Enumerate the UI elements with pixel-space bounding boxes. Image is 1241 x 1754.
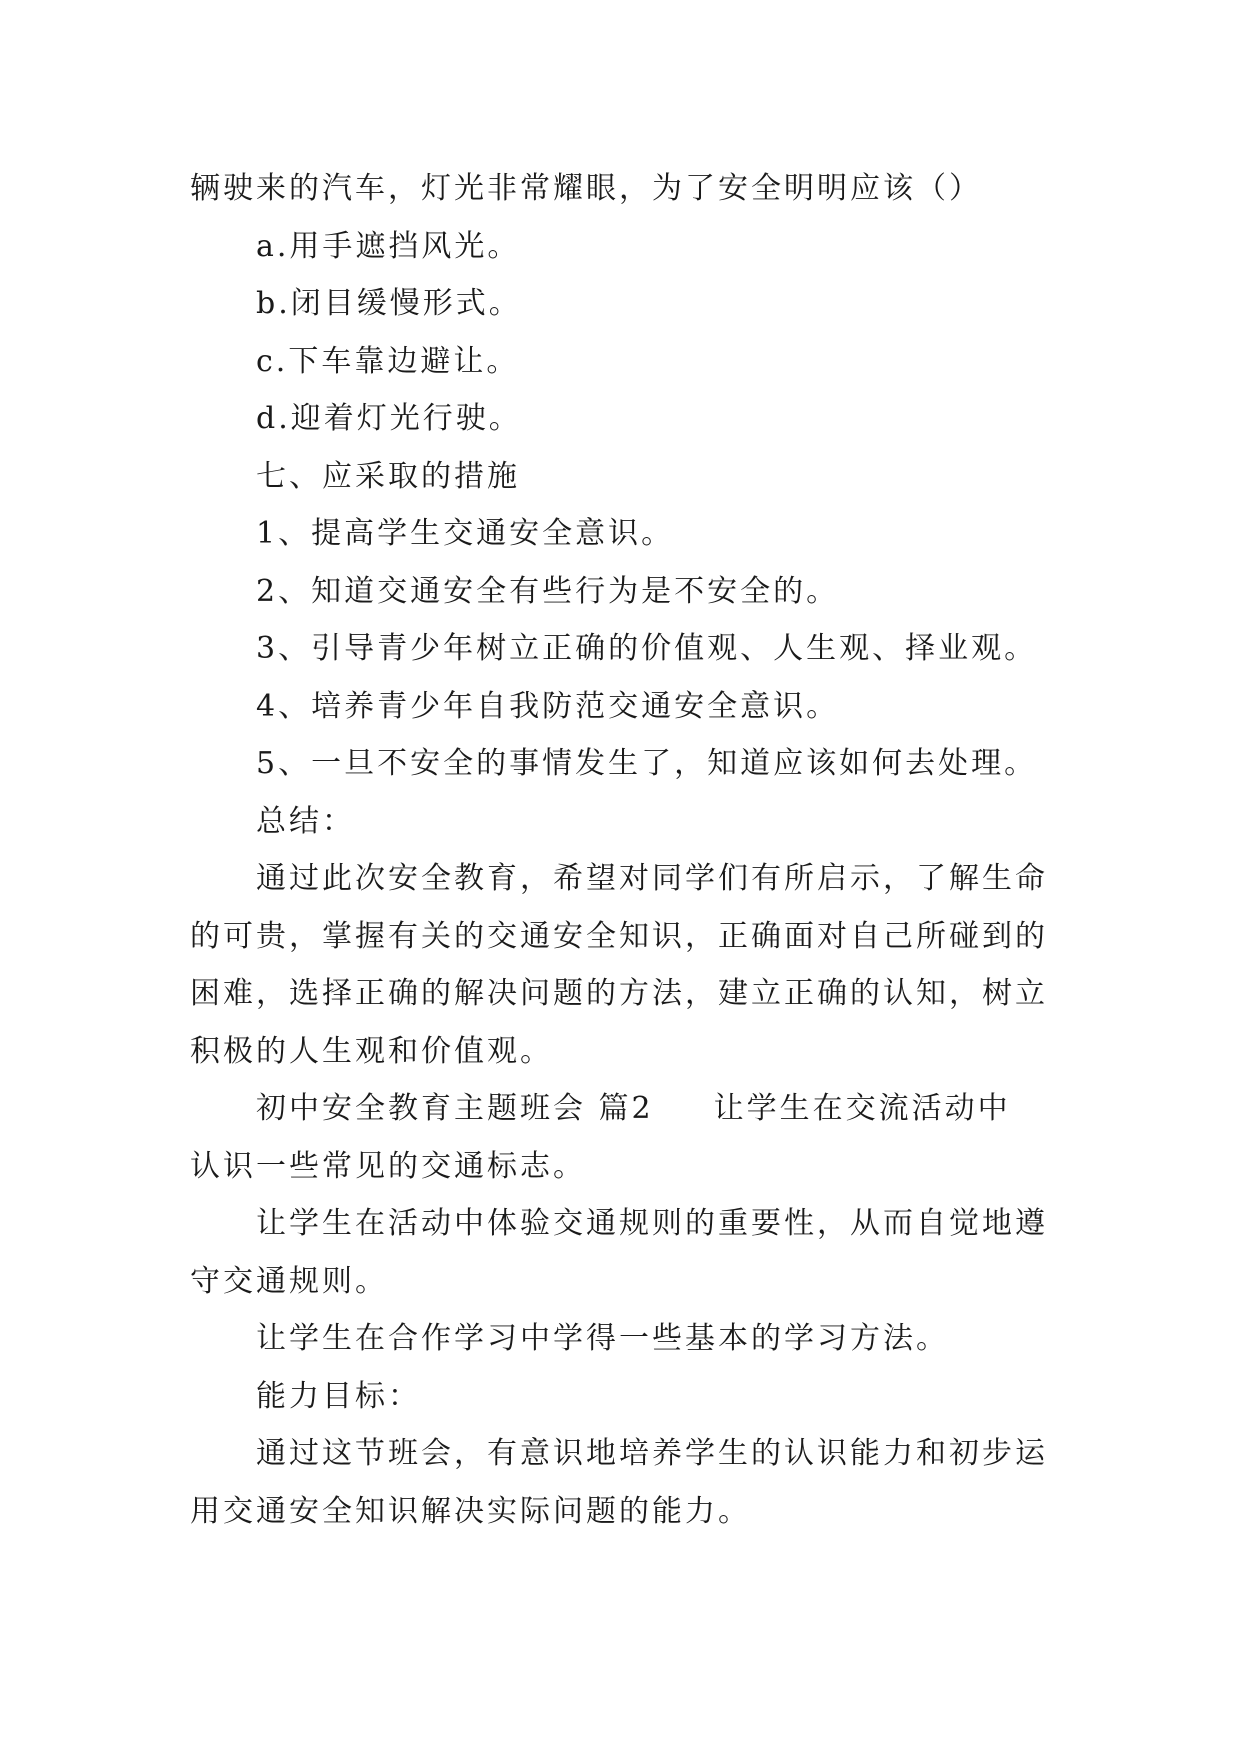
text-line: 5、一旦不安全的事情发生了，知道应该如何去处理。 (256, 746, 1038, 781)
text-line: 七、应采取的措施 (256, 458, 520, 494)
text-line: 3、引导青少年树立正确的价值观、人生观、择业观。 (256, 631, 1038, 666)
text-line: 能力目标： (256, 1378, 421, 1414)
paragraph-block-1 (190, 160, 1060, 1080)
text-line: 4、培养青少年自我防范交通安全意识。 (256, 688, 840, 724)
text-line: d.迎着灯光行驶。 (256, 401, 522, 436)
section-title: 初中安全教育主题班会 篇2 (256, 1091, 654, 1126)
text-line: 积极的人生观和价值观。 (190, 1033, 553, 1069)
text-line: 让学生在活动中体验交通规则的重要性，从而自觉地遵 (256, 1206, 1048, 1241)
text-line: 辆驶来的汽车，灯光非常耀眼，为了安全明明应该（） (190, 171, 982, 206)
section-continuation-text: 让学生在交流活动中 (713, 1091, 1011, 1126)
text-line: 总结： (256, 803, 355, 839)
text-line: 通过这节班会，有意识地培养学生的认识能力和初步运 (256, 1436, 1048, 1471)
text-line: 困难，选择正确的解决问题的方法，建立正确的认知，树立 (190, 976, 1048, 1011)
text-line: 通过此次安全教育，希望对同学们有所启示，了解生命 (256, 861, 1048, 896)
text-line: 认识一些常见的交通标志。 (190, 1148, 586, 1184)
text-line: 用交通安全知识解决实际问题的能力。 (190, 1493, 751, 1529)
text-line: a.用手遮挡风光。 (256, 228, 521, 264)
text-line: 守交通规则。 (190, 1263, 388, 1299)
text-line: 1、提高学生交通安全意识。 (256, 516, 675, 551)
document-body (190, 160, 1060, 1540)
section-heading-line (190, 1080, 1060, 1138)
text-line: b.闭目缓慢形式。 (256, 286, 522, 321)
paragraph-block-2 (190, 1138, 1060, 1541)
text-line: 2、知道交通安全有些行为是不安全的。 (256, 573, 840, 609)
text-line: 让学生在合作学习中学得一些基本的学习方法。 (256, 1321, 949, 1356)
text-line: 的可贵，掌握有关的交通安全知识，正确面对自己所碰到的 (190, 918, 1048, 954)
text-line: c.下车靠边避让。 (256, 343, 520, 379)
